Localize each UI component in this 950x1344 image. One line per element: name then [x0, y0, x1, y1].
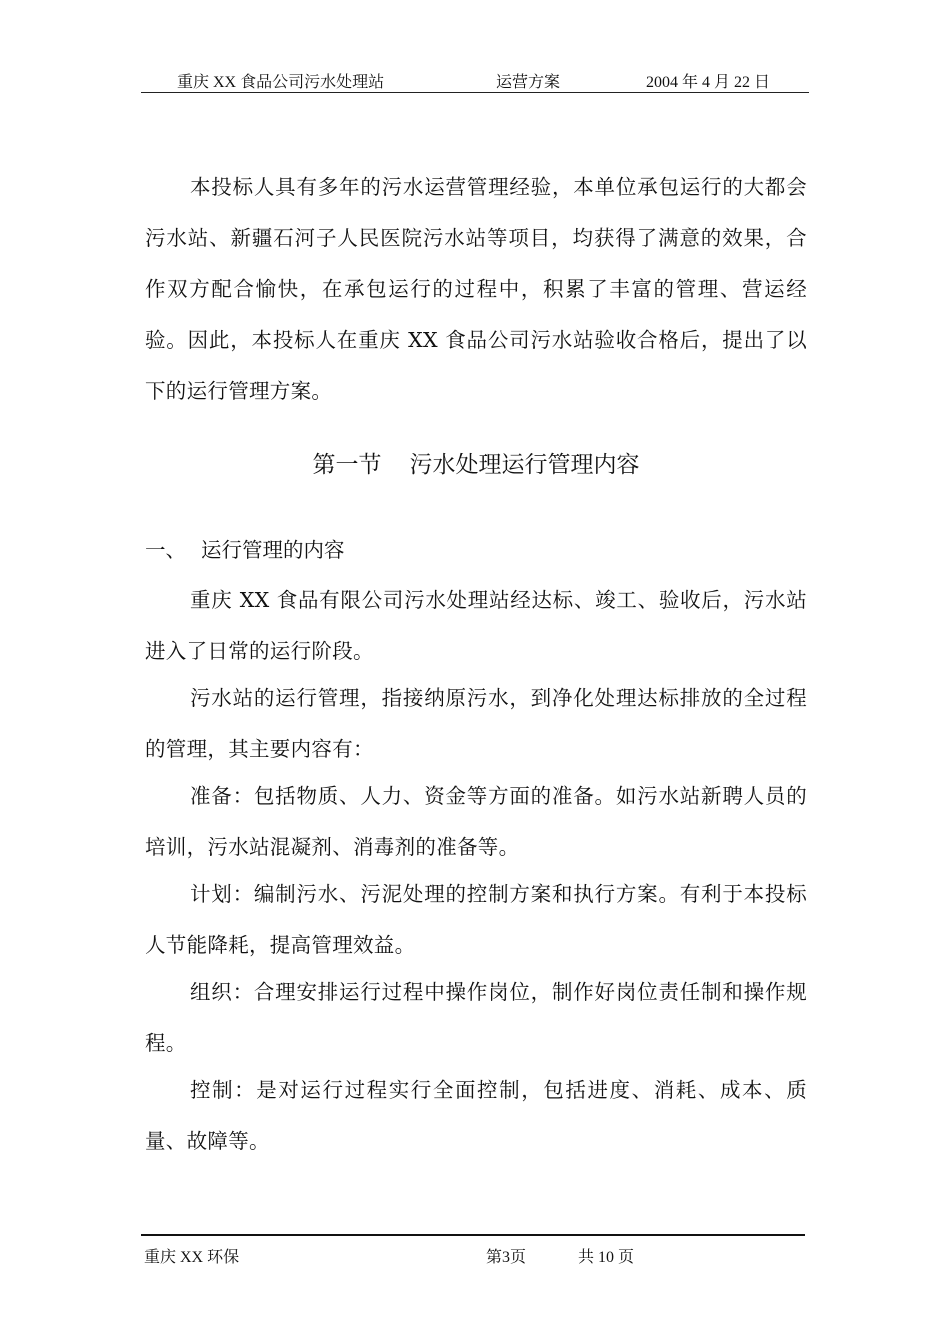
footer-company: 重庆 XX 环保 — [144, 1249, 240, 1266]
header-company: 重庆 XX 食品公司污水处理站 — [177, 74, 385, 91]
subsection-number: 一、 — [145, 538, 186, 562]
section-heading — [145, 443, 807, 487]
footer-page-number: 第3页 — [486, 1249, 527, 1266]
paragraph-operation-stage: 重庆 XX 食品有限公司污水处理站经达标、竣工、验收后，污水站进入了日常的运行阶段。 — [145, 588, 807, 663]
footer-total-pages: 共 10 页 — [578, 1249, 635, 1266]
section-number: 第一节 — [312, 452, 382, 478]
page-header — [141, 66, 809, 93]
paragraph-organization: 组织：合理安排运行过程中操作岗位，制作好岗位责任制和操作规程。 — [145, 980, 807, 1055]
page-footer — [141, 1234, 805, 1270]
intro-paragraph: 本投标人具有多年的污水运营管理经验，本单位承包运行的大都会污水站、新疆石河子人民医院污水站等项目，均获得了满意的效果，合作双方配合愉快，在承包运行的过程中，积累了丰富的管理、营运经验。因此，本投标人在重庆 XX 食品公司污水站验收合格后，提出了以下的运行管理方案。 — [145, 175, 807, 403]
subsection-title: 运行管理的内容 — [201, 538, 345, 562]
paragraph-preparation: 准备：包括物质、人力、资金等方面的准备。如污水站新聘人员的培训，污水站混凝剂、消毒剂的准备等。 — [145, 784, 807, 859]
subsection-heading — [145, 525, 345, 576]
section-title: 污水处理运行管理内容 — [409, 452, 640, 478]
paragraph-planning: 计划：编制污水、污泥处理的控制方案和执行方案。有利于本投标人节能降耗，提高管理效益。 — [145, 882, 807, 957]
header-date: 2004 年 4 月 22 日 — [646, 74, 771, 91]
paragraph-management-scope: 污水站的运行管理，指接纳原污水，到净化处理达标排放的全过程的管理，其主要内容有： — [145, 686, 807, 761]
paragraph-control: 控制：是对运行过程实行全面控制，包括进度、消耗、成本、质量、故障等。 — [145, 1078, 807, 1153]
header-doc-title: 运营方案 — [496, 74, 561, 91]
